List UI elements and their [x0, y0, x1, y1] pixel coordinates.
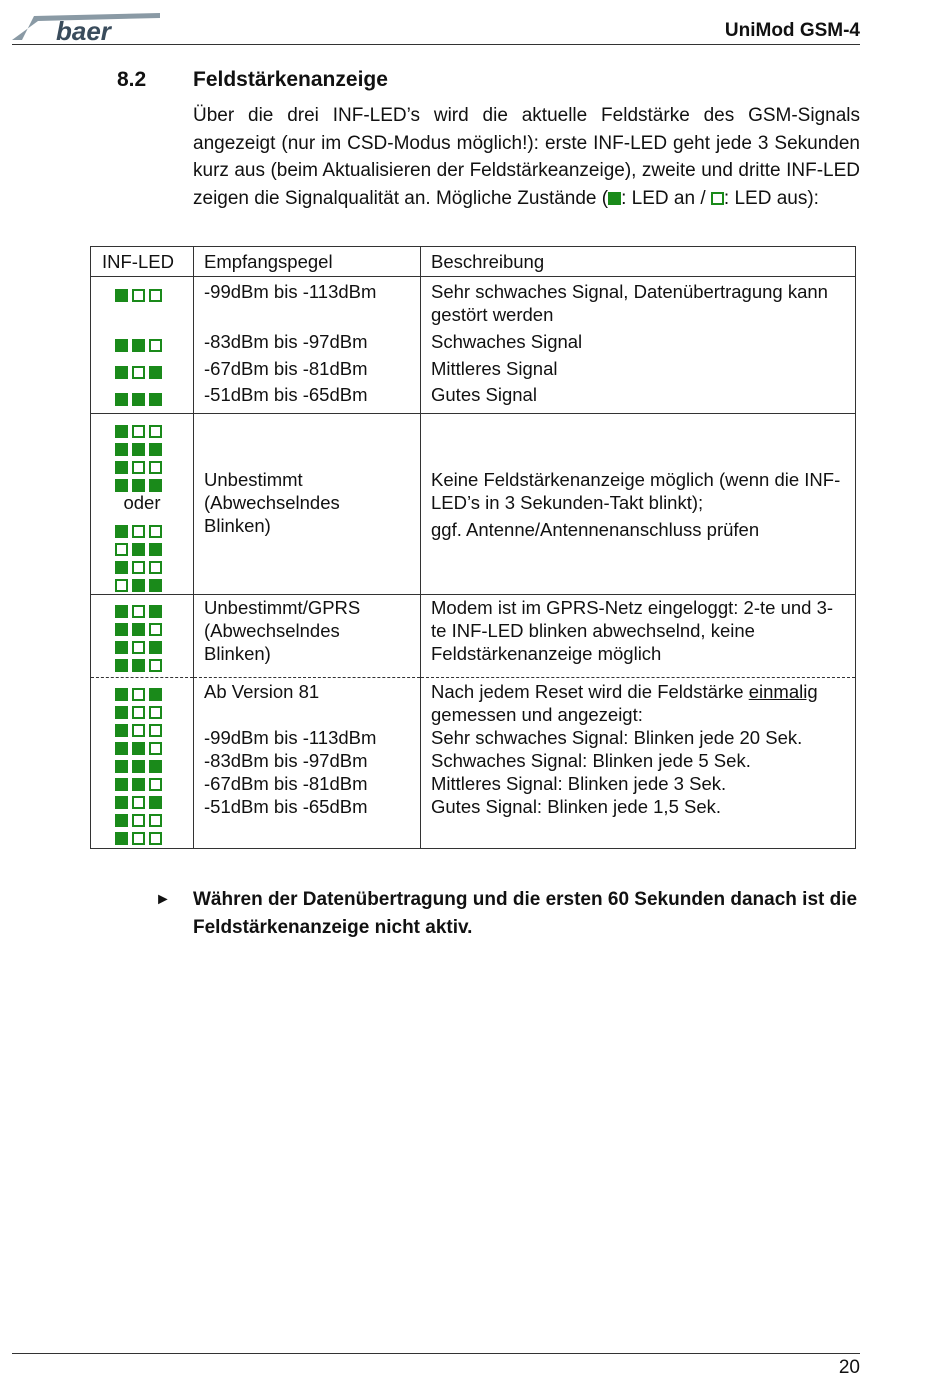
pegel-text: -67dBm bis -81dBm	[204, 773, 368, 794]
led-on-icon	[149, 366, 162, 379]
table-row-version-81	[91, 678, 856, 849]
led-pattern-row	[115, 809, 193, 827]
beschreibung-cell	[421, 595, 856, 678]
section-title: Feldstärkenanzeige	[193, 68, 388, 91]
led-on-icon	[115, 366, 128, 379]
led-off-icon	[132, 366, 145, 379]
led-off-icon	[132, 641, 145, 654]
page-number: 20	[838, 1357, 860, 1378]
led-pattern-row	[115, 737, 193, 755]
led-off-icon	[149, 706, 162, 719]
led-on-icon	[132, 443, 145, 456]
led-on-icon	[149, 579, 162, 592]
led-on-icon	[115, 832, 128, 845]
led-off-icon	[149, 742, 162, 755]
pegel-text: -99dBm bis -113dBm	[204, 281, 377, 302]
led-on-icon	[115, 393, 128, 406]
led-off-icon	[149, 724, 162, 737]
led-on-icon	[132, 393, 145, 406]
led-on-icon	[149, 479, 162, 492]
led-off-icon	[132, 461, 145, 474]
table-row-unbestimmt	[91, 414, 856, 595]
desc-text: Gutes Signal	[431, 384, 537, 405]
led-off-icon	[149, 425, 162, 438]
underlined-word: einmalig	[748, 681, 818, 702]
led-on-icon	[132, 579, 145, 592]
led-pattern-row	[115, 683, 193, 701]
led-pattern-row	[115, 438, 193, 456]
pegel-text: -83dBm bis -97dBm	[204, 331, 368, 352]
led-pattern-row	[115, 520, 193, 538]
led-on-icon	[149, 688, 162, 701]
led-on-icon	[115, 778, 128, 791]
desc-text: Sehr schwaches Signal, Datenübertragung kann gestört werden	[431, 281, 828, 325]
arrow-bullet-icon: ►	[155, 891, 171, 908]
led-off-icon	[132, 425, 145, 438]
led-pattern-row	[115, 755, 193, 773]
beschreibung-cell	[421, 277, 856, 414]
led-pattern-row	[115, 334, 193, 352]
led-on-icon	[149, 443, 162, 456]
led-off-icon	[132, 289, 145, 302]
led-pattern-row	[115, 654, 193, 672]
footer-divider	[12, 1353, 860, 1354]
desc-text: ggf. Antenne/Antennenanschluss prüfen	[431, 519, 760, 540]
version-label: Ab Version 81	[204, 681, 320, 702]
table-header-row	[91, 247, 856, 277]
desc-text: Schwaches Signal: Blinken jede 5 Sek.	[431, 750, 751, 771]
led-off-icon	[149, 659, 162, 672]
header-beschreibung: Beschreibung	[421, 247, 856, 277]
led-status-table	[90, 246, 856, 849]
led-on-icon	[115, 623, 128, 636]
led-on-icon	[115, 525, 128, 538]
led-off-icon	[149, 832, 162, 845]
led-off-icon	[132, 525, 145, 538]
intro-paragraph	[193, 102, 860, 212]
table-row-signal-levels	[91, 277, 856, 414]
led-pattern-row	[115, 388, 193, 406]
pegel-cell	[194, 595, 421, 678]
pegel-text: -83dBm bis -97dBm	[204, 750, 368, 771]
led-on-icon	[115, 443, 128, 456]
led-on-icon	[132, 760, 145, 773]
led-pattern-row	[115, 361, 193, 379]
led-on-icon	[149, 641, 162, 654]
led-on-icon	[115, 425, 128, 438]
led-on-icon	[132, 479, 145, 492]
intro-text-a: Über die drei INF-LED’s wird die aktuelle Feldstärke des GSM-Signals angezeigt (nur im CSD-Modus möglich!): erste INF-LED geht jede 3 Sekunden kurz aus (beim Aktualisieren der Feldstärkeanzeige), zweite und dritte INF-LED zeigen die Signalqualität an. Mögliche Zustände (	[193, 105, 860, 209]
led-off-icon	[149, 289, 162, 302]
led-off-icon	[115, 543, 128, 556]
led-on-icon	[149, 796, 162, 809]
led-off-icon	[149, 461, 162, 474]
led-on-icon	[115, 605, 128, 618]
note-paragraph	[155, 886, 860, 942]
led-off-icon	[132, 832, 145, 845]
oder-label: oder	[123, 492, 161, 513]
pegel-text: -51dBm bis -65dBm	[204, 796, 368, 817]
desc-intro: Nach jedem Reset wird die Feldstärke einmalig gemessen und angezeigt:	[431, 681, 818, 725]
led-on-icon	[115, 724, 128, 737]
led-on-icon	[608, 192, 621, 205]
header-divider	[12, 44, 860, 45]
pegel-text: -51dBm bis -65dBm	[204, 384, 368, 405]
led-on-icon	[132, 659, 145, 672]
intro-text-c: : LED aus):	[723, 187, 819, 209]
led-pattern-row	[115, 456, 193, 474]
led-off-icon	[132, 724, 145, 737]
section-number: 8.2	[117, 68, 147, 91]
led-on-icon	[149, 543, 162, 556]
pegel-cell	[194, 678, 421, 849]
header-empfangspegel: Empfangspegel	[194, 247, 421, 277]
pegel-text: Unbestimmt (Abwechselndes Blinken)	[204, 469, 340, 536]
desc-text: Modem ist im GPRS-Netz eingeloggt: 2-te und 3-te INF-LED blinken abwechselnd, keine Feldstärkenanzeige möglich	[431, 597, 834, 664]
led-on-icon	[132, 543, 145, 556]
desc-text: Mittleres Signal	[431, 358, 558, 379]
led-on-icon	[115, 289, 128, 302]
led-pattern-row	[115, 600, 193, 618]
led-pattern-row	[115, 556, 193, 574]
led-pattern-row	[115, 420, 193, 438]
note-text: Währen der Datenübertragung und die ersten 60 Sekunden danach ist die Feldstärkenanzeige nicht aktiv.	[193, 889, 858, 938]
led-pattern-row	[115, 636, 193, 654]
desc-text: Sehr schwaches Signal: Blinken jede 20 Sek.	[431, 727, 803, 748]
led-pattern-row	[115, 574, 193, 592]
led-pattern-row	[115, 773, 193, 791]
led-off-icon	[115, 579, 128, 592]
pegel-cell	[194, 277, 421, 414]
led-pattern-cell	[91, 277, 194, 414]
pegel-text: -99dBm bis -113dBm	[204, 727, 377, 748]
led-pattern-row	[115, 618, 193, 636]
svg-text:baer: baer	[56, 16, 111, 44]
led-on-icon	[115, 659, 128, 672]
led-off-icon	[132, 605, 145, 618]
led-pattern-row	[115, 791, 193, 809]
led-on-icon	[115, 641, 128, 654]
led-on-icon	[115, 479, 128, 492]
led-off-icon	[711, 192, 724, 205]
led-on-icon	[132, 742, 145, 755]
baer-logo	[12, 10, 160, 44]
intro-text-b: : LED an /	[621, 187, 711, 209]
led-pattern-row	[115, 827, 193, 845]
led-on-icon	[115, 796, 128, 809]
led-on-icon	[115, 461, 128, 474]
led-off-icon	[149, 561, 162, 574]
led-off-icon	[149, 778, 162, 791]
pegel-text: -67dBm bis -81dBm	[204, 358, 368, 379]
led-off-icon	[132, 706, 145, 719]
led-off-icon	[132, 796, 145, 809]
led-on-icon	[115, 814, 128, 827]
led-off-icon	[132, 814, 145, 827]
led-pattern-row	[115, 701, 193, 719]
led-on-icon	[115, 561, 128, 574]
led-on-icon	[149, 393, 162, 406]
led-off-icon	[149, 339, 162, 352]
led-on-icon	[149, 760, 162, 773]
led-pattern-row	[115, 538, 193, 556]
led-on-icon	[149, 605, 162, 618]
led-off-icon	[132, 688, 145, 701]
led-on-icon	[115, 742, 128, 755]
desc-text: Schwaches Signal	[431, 331, 583, 352]
pegel-text: Unbestimmt/GPRS (Abwechselndes Blinken)	[204, 597, 361, 664]
led-pattern-cell	[91, 595, 194, 678]
table-row-gprs	[91, 595, 856, 678]
led-on-icon	[132, 339, 145, 352]
led-pattern-cell	[91, 678, 194, 849]
header-title: UniMod GSM-4	[724, 20, 860, 41]
led-off-icon	[149, 623, 162, 636]
desc-text: Gutes Signal: Blinken jede 1,5 Sek.	[431, 796, 722, 817]
desc-text: Keine Feldstärkenanzeige möglich (wenn die INF-LED’s in 3 Sekunden-Takt blinkt);	[431, 469, 841, 513]
led-on-icon	[115, 760, 128, 773]
led-on-icon	[115, 706, 128, 719]
header-inf-led: INF-LED	[91, 247, 194, 277]
led-on-icon	[132, 778, 145, 791]
desc-text: Mittleres Signal: Blinken jede 3 Sek.	[431, 773, 727, 794]
beschreibung-cell	[421, 678, 856, 849]
led-on-icon	[132, 623, 145, 636]
led-off-icon	[149, 525, 162, 538]
led-pattern-row	[115, 284, 193, 302]
led-pattern-row	[115, 474, 193, 492]
led-on-icon	[115, 339, 128, 352]
led-pattern-row	[115, 719, 193, 737]
led-on-icon	[115, 688, 128, 701]
led-off-icon	[132, 561, 145, 574]
led-off-icon	[149, 814, 162, 827]
beschreibung-cell	[421, 414, 856, 595]
led-pattern-cell	[91, 414, 194, 595]
pegel-cell	[194, 414, 421, 595]
